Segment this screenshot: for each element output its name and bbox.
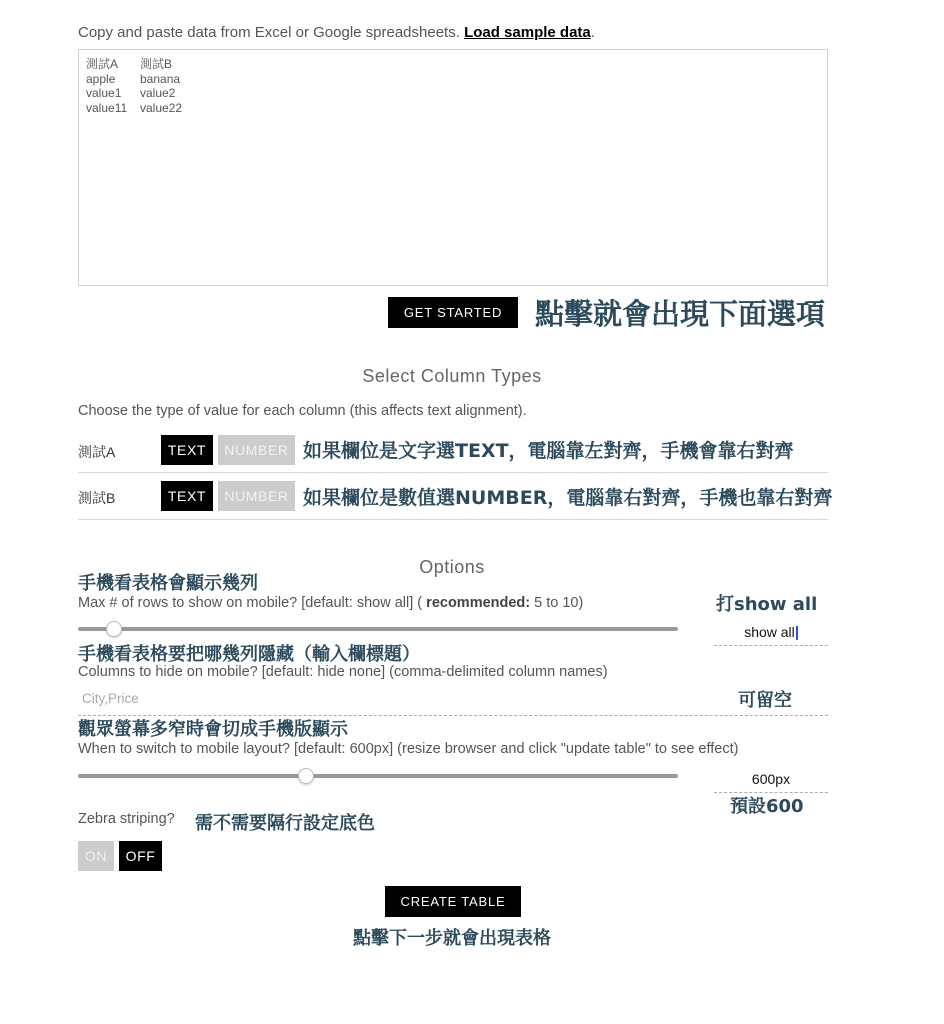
intro-instructions: Copy and paste data from Excel or Google spreadsheets.	[78, 24, 465, 41]
data-cell: apple	[86, 71, 116, 86]
max-rows-value-annotation: 打show all	[716, 594, 818, 615]
breakpoint-input[interactable]: 600px	[714, 767, 828, 793]
column-row-divider	[78, 472, 828, 473]
column-row-divider	[78, 519, 828, 520]
data-row	[86, 72, 820, 87]
hide-columns-label: Columns to hide on mobile? [default: hide none] (comma-delimited column names)	[78, 664, 608, 680]
get-started-button[interactable]: GET STARTED	[388, 297, 518, 328]
column-a-number-toggle[interactable]: NUMBER	[218, 435, 295, 465]
zebra-on-toggle[interactable]: ON	[78, 841, 114, 871]
breakpoint-value-annotation: 預設600	[730, 796, 804, 817]
column-name-a: 測試A	[78, 444, 116, 460]
data-row	[86, 101, 820, 116]
max-rows-slider-track[interactable]	[78, 627, 678, 631]
data-cell: value11	[86, 100, 128, 115]
data-cell: 測試A	[86, 57, 119, 71]
intro-text	[78, 24, 595, 41]
create-table-annotation: 點擊下一步就會出現表格	[353, 928, 551, 949]
data-cell: 測試B	[140, 57, 173, 71]
zebra-off-toggle[interactable]: OFF	[119, 841, 162, 871]
load-sample-data-link[interactable]: Load sample data	[464, 24, 591, 41]
column-types-title: Select Column Types	[362, 366, 542, 386]
data-cell: value2	[140, 86, 176, 100]
get-started-annotation: 點擊就會出現下面選項	[535, 297, 826, 331]
intro-period: .	[590, 24, 595, 41]
breakpoint-slider-thumb[interactable]	[298, 768, 314, 784]
max-rows-label-bold: recommended:	[426, 595, 531, 611]
data-cell: value22	[140, 100, 183, 115]
hide-columns-value-annotation: 可留空	[738, 690, 792, 711]
column-types-description: Choose the type of value for each column (this affects text alignment).	[78, 403, 527, 419]
zebra-annotation: 需不需要隔行設定底色	[195, 813, 375, 834]
create-table-button[interactable]: CREATE TABLE	[385, 886, 521, 917]
column-name-b: 測試B	[78, 490, 116, 506]
breakpoint-annotation: 觀眾螢幕多窄時會切成手機版顯示	[78, 719, 348, 740]
max-rows-input-value: show all	[744, 624, 795, 640]
max-rows-label	[78, 595, 583, 611]
data-row	[86, 86, 820, 101]
max-rows-input[interactable]	[714, 620, 828, 646]
breakpoint-label: When to switch to mobile layout? [default: 600px] (resize browser and click "update table" to see effect)	[78, 741, 739, 757]
column-b-annotation: 如果欄位是數值選NUMBER，電腦靠右對齊，手機也靠右對齊	[303, 487, 833, 509]
breakpoint-slider-track[interactable]	[78, 774, 678, 778]
max-rows-slider-thumb[interactable]	[106, 621, 122, 637]
column-b-number-toggle[interactable]: NUMBER	[218, 481, 295, 511]
data-cell: banana	[140, 71, 181, 86]
data-row	[86, 57, 820, 72]
column-a-text-toggle[interactable]: TEXT	[161, 435, 213, 465]
max-rows-annotation: 手機看表格會顯示幾列	[78, 573, 258, 594]
zebra-label: Zebra striping?	[78, 811, 175, 827]
data-textarea[interactable]	[78, 49, 828, 286]
max-rows-label-prefix: Max # of rows to show on mobile? [default: show all] (	[78, 595, 427, 611]
column-a-annotation: 如果欄位是文字選TEXT，電腦靠左對齊，手機會靠右對齊	[303, 440, 794, 462]
options-title: Options	[419, 557, 485, 577]
hide-columns-placeholder: City,Price	[82, 691, 139, 706]
hide-columns-input[interactable]	[78, 690, 828, 716]
text-cursor	[796, 626, 798, 640]
max-rows-label-suffix: 5 to 10)	[530, 595, 584, 611]
hide-columns-annotation: 手機看表格要把哪幾列隱藏（輸入欄標題）	[78, 644, 420, 665]
column-b-text-toggle[interactable]: TEXT	[161, 481, 213, 511]
data-cell: value1	[86, 86, 122, 100]
